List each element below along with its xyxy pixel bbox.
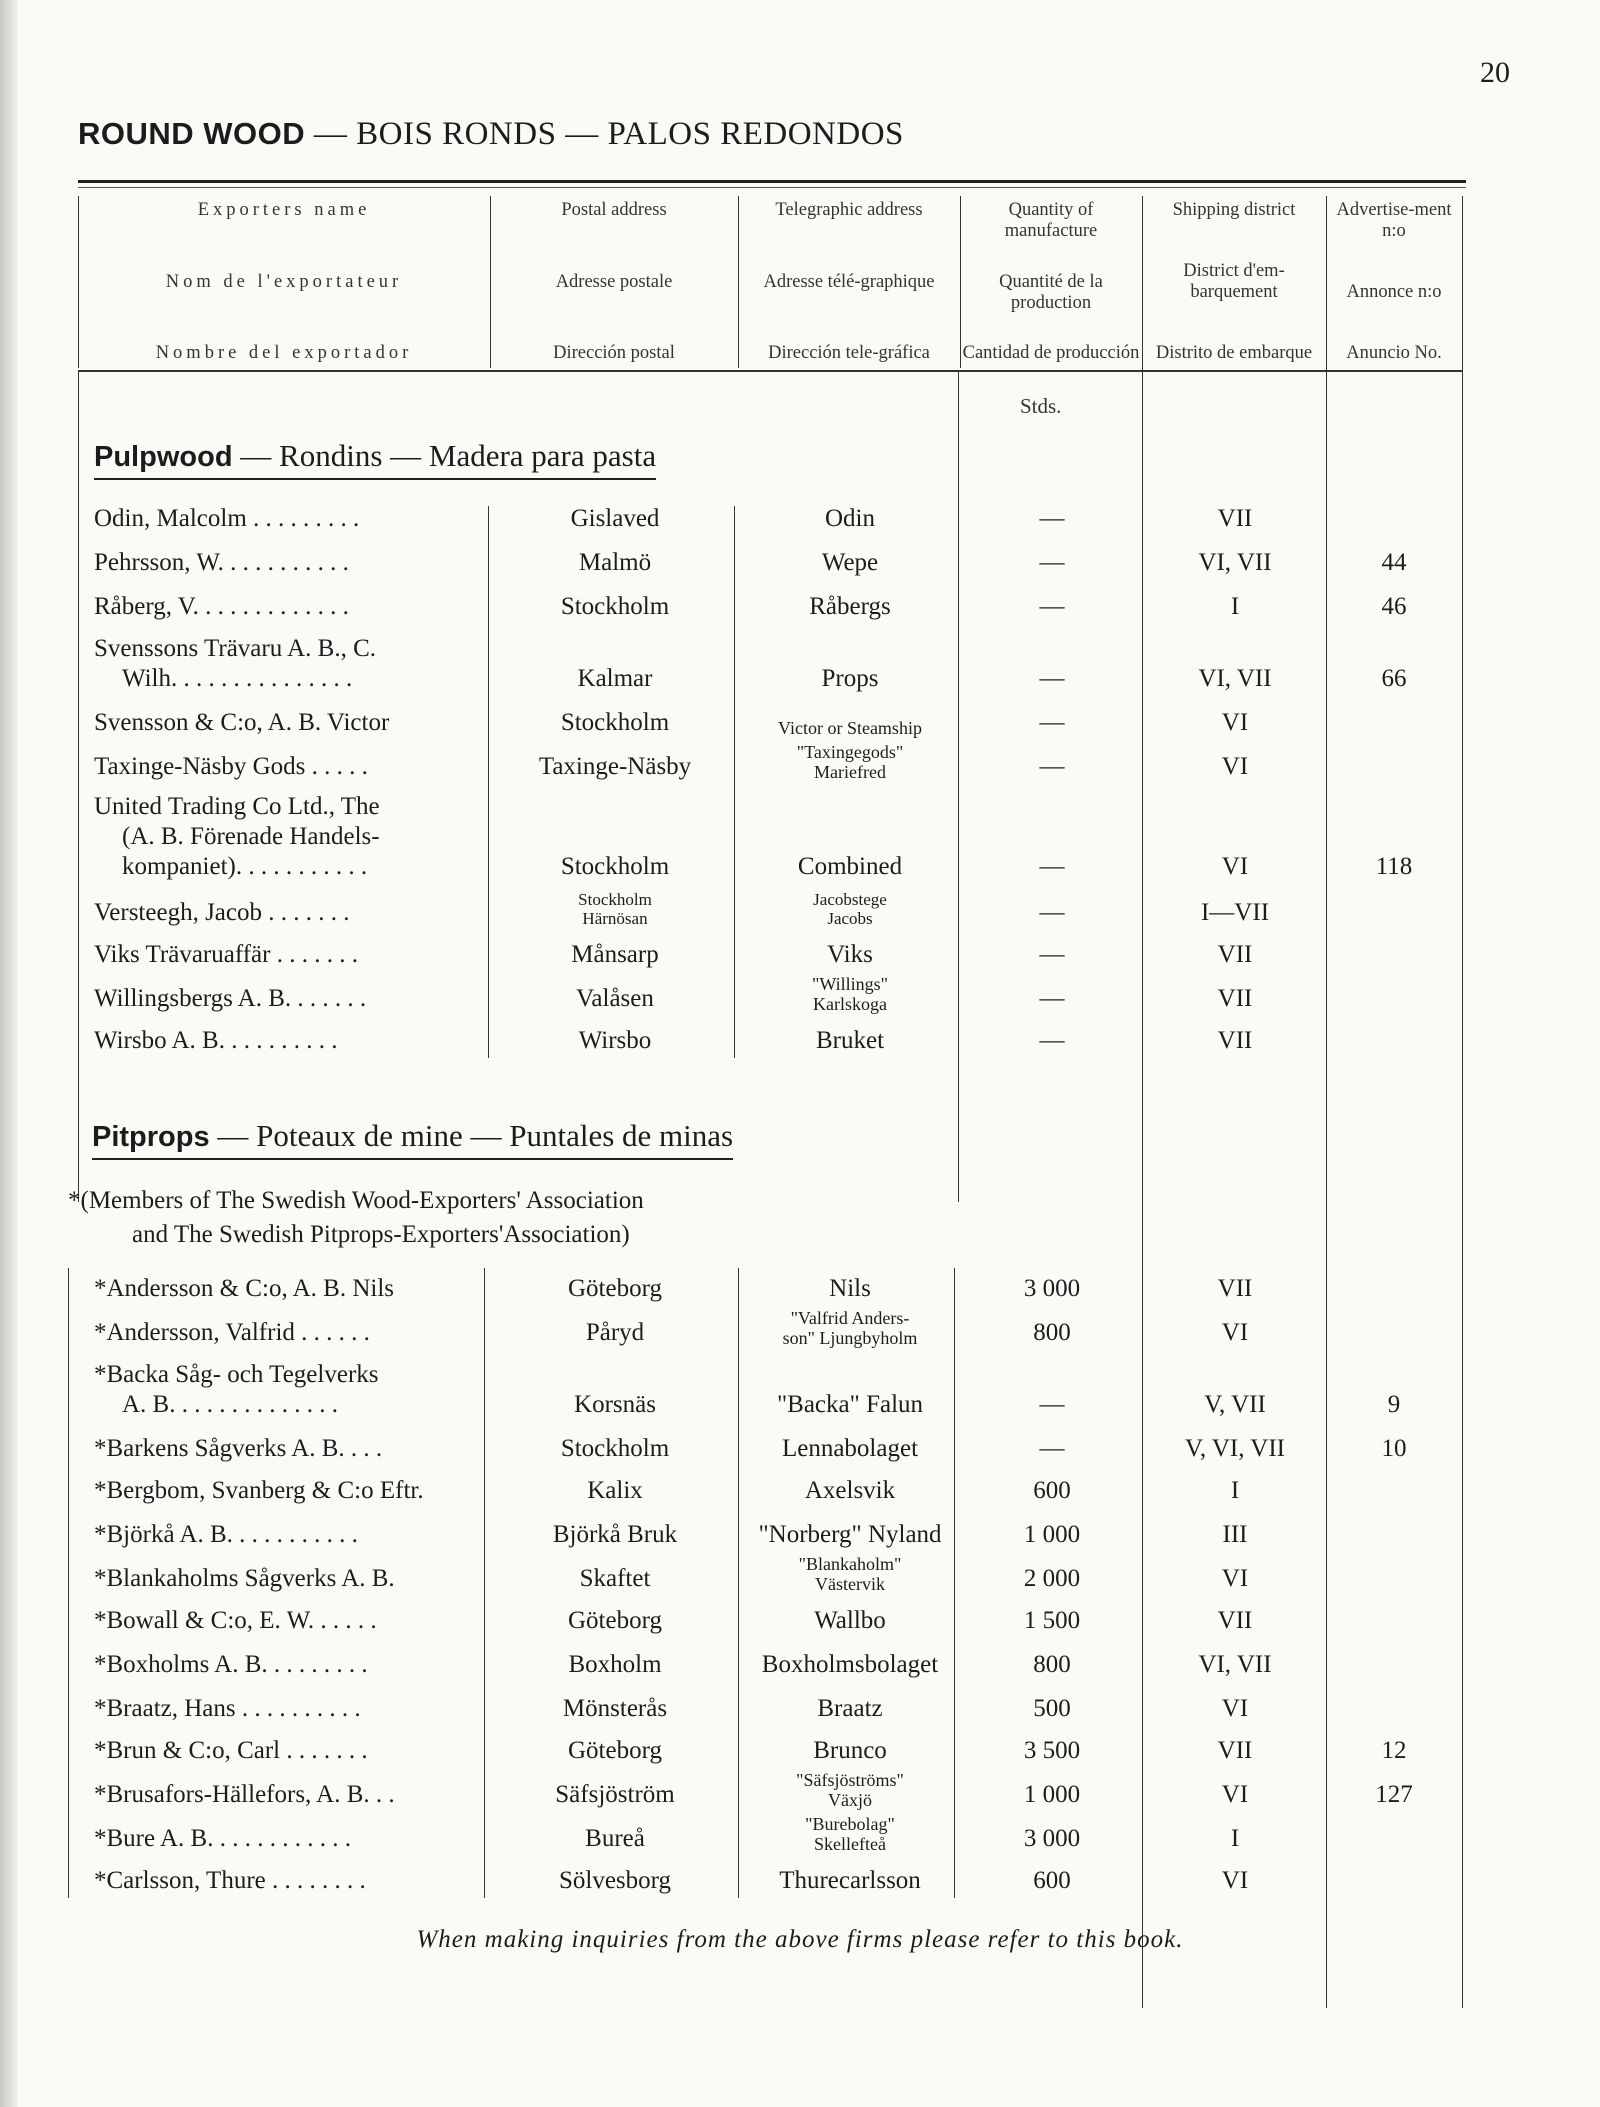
exporter-name-cell (94, 548, 486, 578)
postal-address-cell: Påryd (585, 1319, 645, 1346)
header-district-es: Distrito de embarque (1155, 343, 1313, 363)
header-exporter-fr: Nom de l'exportateur (165, 271, 403, 292)
quantity-cell: 500 (1033, 1695, 1071, 1722)
section-title-bold: Pulpwood (94, 441, 233, 473)
header-qty-en: Quantity of manufacture (1004, 200, 1098, 241)
shipping-district-cell: VI (1221, 853, 1249, 880)
exporter-name-line: Wirsbo A. B. . . . . . . . . . (94, 1027, 338, 1054)
header-exporter-name (80, 200, 488, 364)
header-qty-fr: Quantité de la production (999, 271, 1103, 313)
quantity-cell: 1 000 (1023, 1521, 1081, 1548)
table-row (0, 1768, 1600, 1812)
shipping-district-cell: VI, VII (1198, 549, 1272, 576)
postal-address-line: Härnösan (582, 909, 648, 928)
telegraphic-address-line: Västervik (815, 1574, 885, 1594)
telegraphic-address-line: "Willings" (812, 974, 888, 994)
exporter-name-cell (94, 898, 486, 928)
telegraphic-address-cell (740, 1770, 960, 1810)
header-adv-en: Advertise-ment n:o (1336, 200, 1452, 241)
telegraphic-address-line: "Säfsjöströms" (796, 1770, 904, 1790)
postal-address-cell: Korsnäs (574, 1391, 656, 1418)
telegraphic-address-cell (740, 1554, 960, 1594)
postal-address-cell: Månsarp (571, 941, 659, 968)
exporter-name-line: Pehrsson, W. . . . . . . . . . . (94, 549, 349, 576)
header-postal-address (492, 200, 736, 364)
header-tele-en: Telegraphic address (775, 200, 923, 220)
postal-address-cell: Björkå Bruk (552, 1521, 678, 1548)
header-qty-es: Cantidad de producción (962, 343, 1140, 363)
exporter-name-cell (94, 504, 486, 534)
postal-address-cell: Valåsen (576, 985, 654, 1012)
postal-address-cell: Sölvesborg (558, 1867, 672, 1894)
column-divider (738, 196, 739, 368)
postal-address-cell: Kalmar (577, 665, 653, 692)
exporter-name-line: *Andersson, Valfrid . . . . . . (94, 1319, 370, 1346)
telegraphic-address-cell: Props (821, 665, 879, 692)
table-row (0, 1266, 1600, 1306)
exporter-name-line: *Carlsson, Thure . . . . . . . . (94, 1867, 366, 1894)
header-tele-es: Dirección tele-gráfica (768, 343, 930, 363)
exporter-name-line: *Braatz, Hans . . . . . . . . . . (94, 1695, 361, 1722)
postal-address-cell: Göteborg (568, 1275, 662, 1302)
membership-note-line: and The Swedish Pitprops-Exporters'Association) (132, 1221, 630, 1248)
header-district-en: Shipping district (1172, 200, 1296, 220)
exporter-name-cell (94, 752, 486, 782)
telegraphic-address-cell: Combined (797, 853, 903, 880)
shipping-district-cell: VII (1217, 1027, 1253, 1054)
table-row (0, 1552, 1600, 1596)
header-postal-fr: Adresse postale (555, 271, 673, 292)
exporter-name-line: *Boxholms A. B. . . . . . . . . (94, 1651, 368, 1678)
exporter-name-cell (94, 1824, 486, 1854)
exporter-name-line: Odin, Malcolm . . . . . . . . . (94, 505, 360, 532)
telegraphic-address-cell: Råbergs (809, 593, 891, 620)
exporter-name-cell (94, 1026, 486, 1056)
quantity-cell: 1 000 (1023, 1781, 1081, 1808)
telegraphic-address-cell: Boxholmsbolaget (761, 1651, 939, 1678)
exporter-name-line: A. B. . . . . . . . . . . . . . (122, 1391, 338, 1418)
table-row (0, 584, 1600, 624)
telegraphic-address-cell (740, 742, 960, 782)
exporter-name-cell (94, 708, 486, 738)
shipping-district-cell: VI (1221, 1319, 1249, 1346)
title-rule-thin (78, 187, 1466, 188)
quantity-cell: 3 500 (1023, 1737, 1081, 1764)
table-row (0, 1858, 1600, 1898)
header-exporter-es: Nombre del exportador (155, 343, 413, 363)
exporter-name-cell (94, 792, 486, 882)
page-title-bold: ROUND WOOD (78, 116, 306, 151)
quantity-cell: — (1039, 593, 1065, 620)
shipping-district-cell: I (1230, 593, 1240, 620)
telegraphic-address-cell: Viks (827, 941, 873, 968)
telegraphic-address-line: "Burebolag" (805, 1814, 895, 1834)
exporter-name-line: *Blankaholms Sågverks A. B. (94, 1565, 395, 1592)
exporter-name-cell (94, 1736, 486, 1766)
shipping-district-cell: VII (1217, 1607, 1253, 1634)
quantity-cell: — (1039, 1391, 1065, 1418)
advertisement-number-cell: 12 (1381, 1737, 1407, 1764)
advertisement-number-cell: 118 (1375, 853, 1413, 880)
shipping-district-cell: III (1222, 1521, 1248, 1548)
table-row (0, 1728, 1600, 1768)
page-title (78, 116, 904, 153)
header-adv-fr: Annonce n:o (1346, 282, 1442, 302)
page-number: 20 (1480, 56, 1510, 89)
shipping-district-cell: VI (1221, 1565, 1249, 1592)
exporter-name-line: *Brusafors-Hällefors, A. B. . . (94, 1781, 395, 1808)
table-row (0, 972, 1600, 1016)
header-district-fr: District d'em-barquement (1183, 261, 1285, 302)
telegraphic-address-cell: Wepe (821, 549, 879, 576)
shipping-district-cell: I (1230, 1477, 1240, 1504)
exporter-name-line: *Björkå A. B. . . . . . . . . . . (94, 1521, 358, 1548)
shipping-district-cell: VI (1221, 1867, 1249, 1894)
exporter-name-cell (94, 1694, 486, 1724)
exporter-name-line: Willingsbergs A. B. . . . . . . (94, 985, 367, 1012)
quantity-cell: — (1039, 1027, 1065, 1054)
postal-address-cell: Boxholm (568, 1651, 662, 1678)
telegraphic-address-line: Jacobs (827, 909, 873, 928)
shipping-district-cell: VII (1217, 1275, 1253, 1302)
table-row (0, 624, 1600, 696)
exporter-name-cell (94, 1866, 486, 1896)
shipping-district-cell: VII (1217, 505, 1253, 532)
exporter-name-cell (94, 1360, 486, 1420)
exporter-name-line: Viks Trävaruaffär . . . . . . . (94, 941, 358, 968)
telegraphic-address-cell: Thurecarlsson (779, 1867, 921, 1894)
exporter-name-cell (94, 940, 486, 970)
telegraphic-address-line: Mariefred (814, 762, 886, 782)
quantity-cell: 1 500 (1023, 1607, 1081, 1634)
quantity-cell: — (1039, 899, 1065, 926)
telegraphic-address-line: "Valfrid Anders- (790, 1308, 910, 1328)
shipping-district-cell: VII (1217, 1737, 1253, 1764)
header-tele-fr: Adresse télé-graphique (763, 271, 935, 292)
quantity-cell: 600 (1033, 1477, 1071, 1504)
advertisement-number-cell: 9 (1387, 1391, 1401, 1418)
column-divider (960, 196, 961, 368)
table-row (0, 1350, 1600, 1422)
postal-address-cell: Kalix (587, 1477, 643, 1504)
exporter-name-line: *Bure A. B. . . . . . . . . . . . (94, 1825, 351, 1852)
header-bottom-rule (78, 370, 1462, 372)
header-adv-es: Anuncio No. (1346, 343, 1442, 363)
exporter-name-cell (94, 634, 486, 694)
exporter-name-line: *Bergbom, Svanberg & C:o Eftr. (94, 1477, 424, 1504)
table-row (0, 1018, 1600, 1058)
postal-address-cell: Stockholm (560, 593, 670, 620)
membership-note (68, 1184, 644, 1252)
shipping-district-cell: V, VII (1204, 1391, 1266, 1418)
postal-address-cell: Göteborg (568, 1607, 662, 1634)
exporter-name-line: Wilh. . . . . . . . . . . . . . . (122, 665, 353, 692)
table-row (0, 886, 1600, 930)
telegraphic-address-cell: Bruket (815, 1027, 885, 1054)
table-row (0, 1598, 1600, 1638)
header-postal-es: Dirección postal (553, 343, 675, 363)
table-row (0, 780, 1600, 884)
exporter-name-cell (94, 1780, 486, 1810)
telegraphic-address-cell: Wallbo (814, 1607, 886, 1634)
table-row (0, 932, 1600, 972)
telegraphic-address-cell: Lennabolaget (781, 1435, 919, 1462)
postal-address-cell: Bureå (585, 1825, 645, 1852)
advertisement-number-cell: 66 (1381, 665, 1407, 692)
exporter-name-line: *Andersson & C:o, A. B. Nils (94, 1275, 395, 1302)
quantity-cell: 3 000 (1023, 1275, 1081, 1302)
telegraphic-address-line: son" Ljungbyholm (782, 1328, 918, 1348)
exporter-name-cell (94, 984, 486, 1014)
table-row (0, 744, 1600, 784)
shipping-district-cell: VII (1217, 941, 1253, 968)
exporter-name-cell (94, 1318, 486, 1348)
quantity-cell: — (1039, 549, 1065, 576)
exporter-name-cell (94, 1606, 486, 1636)
header-advertisement (1328, 200, 1460, 364)
postal-address-cell: Wirsbo (578, 1027, 652, 1054)
telegraphic-address-line: Växjö (828, 1790, 872, 1810)
postal-address-cell: Stockholm (560, 709, 670, 736)
shipping-district-cell: VI (1221, 1695, 1249, 1722)
exporter-name-line: Taxinge-Näsby Gods . . . . . (94, 753, 368, 780)
section-title-rest: — Rondins — Madera para pasta (232, 438, 657, 473)
table-row (0, 1812, 1600, 1856)
postal-address-line: Stockholm (578, 890, 652, 909)
exporter-name-line: (A. B. Förenade Handels- (122, 823, 380, 850)
telegraphic-address-cell (740, 1308, 960, 1348)
postal-address-cell: Mönsterås (562, 1695, 668, 1722)
quantity-cell: — (1039, 753, 1065, 780)
column-divider (490, 196, 491, 368)
quantity-cell: 2 000 (1023, 1565, 1081, 1592)
exporter-name-cell (94, 1650, 486, 1680)
postal-address-cell: Säfsjöström (555, 1781, 675, 1808)
page-title-rest: — BOIS RONDS — PALOS REDONDOS (305, 116, 904, 152)
quantity-cell: — (1039, 941, 1065, 968)
shipping-district-cell: VII (1217, 985, 1253, 1012)
section-title-pulpwood (94, 438, 656, 480)
exporter-name-cell (94, 1564, 486, 1594)
exporter-name-cell (94, 592, 486, 622)
section-title-bold: Pitprops (92, 1121, 210, 1153)
section-title-rest: — Poteaux de mine — Puntales de minas (209, 1118, 734, 1153)
table-row (0, 1426, 1600, 1466)
quantity-cell: 3 000 (1023, 1825, 1081, 1852)
quantity-cell: — (1039, 1435, 1065, 1462)
telegraphic-address-cell: Victor or Steamship (778, 718, 922, 738)
shipping-district-cell: I—VII (1200, 899, 1270, 926)
telegraphic-address-line: "Blankaholm" (798, 1554, 902, 1574)
header-postal-en: Postal address (561, 200, 667, 220)
exporter-name-line: kompaniet). . . . . . . . . . . (122, 853, 368, 880)
quantity-cell: 600 (1033, 1867, 1071, 1894)
advertisement-number-cell: 10 (1381, 1435, 1407, 1462)
telegraphic-address-line: "Taxingegods" (796, 742, 904, 762)
postal-address-cell: Gislaved (570, 505, 660, 532)
header-quantity (962, 200, 1140, 364)
title-rule (78, 180, 1466, 183)
quantity-cell: — (1039, 505, 1065, 532)
exporter-name-cell (94, 1520, 486, 1550)
postal-address-cell: Taxinge-Näsby (538, 753, 692, 780)
header-telegraphic-address (740, 200, 958, 364)
shipping-district-cell: VI (1221, 709, 1249, 736)
shipping-district-cell: VI, VII (1198, 1651, 1272, 1678)
shipping-district-cell: I (1230, 1825, 1240, 1852)
table-row (0, 1686, 1600, 1726)
quantity-units: Stds. (1020, 394, 1062, 418)
telegraphic-address-line: Skellefteå (814, 1834, 886, 1854)
shipping-district-cell: VI (1221, 1781, 1249, 1808)
exporter-name-line: *Backa Såg- och Tegelverks (94, 1361, 379, 1388)
quantity-cell: — (1039, 709, 1065, 736)
telegraphic-address-line: Karlskoga (813, 994, 887, 1014)
postal-address-cell: Göteborg (568, 1737, 662, 1764)
shipping-district-cell: V, VI, VII (1184, 1435, 1285, 1462)
exporter-name-line: United Trading Co Ltd., The (94, 793, 380, 820)
table-row (0, 540, 1600, 580)
section-title-pitprops (92, 1118, 733, 1160)
postal-address-cell: Malmö (578, 549, 652, 576)
exporter-name-cell (94, 1274, 486, 1304)
exporter-name-line: Råberg, V. . . . . . . . . . . . . (94, 593, 349, 620)
table-row (0, 496, 1600, 536)
shipping-district-cell: VI (1221, 753, 1249, 780)
telegraphic-address-cell: Axelsvik (804, 1477, 896, 1504)
footer-note: When making inquiries from the above firms please refer to this book. (416, 1926, 1184, 1953)
telegraphic-address-cell: "Backa" Falun (776, 1391, 924, 1418)
table-row (0, 1642, 1600, 1682)
shipping-district-cell: VI, VII (1198, 665, 1272, 692)
telegraphic-address-cell (740, 974, 960, 1014)
membership-note-line: *(Members of The Swedish Wood-Exporters' Association (68, 1187, 644, 1214)
table-row (0, 700, 1600, 740)
telegraphic-address-cell: Odin (825, 505, 875, 532)
telegraphic-address-cell (740, 1814, 960, 1854)
table-row (0, 1468, 1600, 1508)
telegraphic-address-cell: Braatz (817, 1695, 883, 1722)
exporter-name-line: *Barkens Sågverks A. B. . . . (94, 1435, 383, 1462)
quantity-cell: 800 (1033, 1651, 1071, 1678)
telegraphic-address-cell: Nils (829, 1275, 871, 1302)
postal-address-cell: Skaftet (579, 1565, 651, 1592)
telegraphic-address-line: Jacobstege (813, 890, 887, 909)
quantity-cell: 800 (1033, 1319, 1071, 1346)
header-exporter-en: Exporters name (197, 200, 371, 220)
advertisement-number-cell: 127 (1375, 1781, 1413, 1808)
postal-address-cell: Stockholm (560, 853, 670, 880)
postal-address-cell (490, 890, 740, 928)
exporter-name-line: Svenssons Trävaru A. B., C. (94, 635, 376, 662)
quantity-cell: — (1039, 985, 1065, 1012)
telegraphic-address-cell (740, 890, 960, 928)
exporter-name-cell (94, 1476, 486, 1506)
table-row (0, 1512, 1600, 1552)
exporter-name-line: *Bowall & C:o, E. W. . . . . . (94, 1607, 377, 1634)
exporter-name-line: *Brun & C:o, Carl . . . . . . . (94, 1737, 368, 1764)
telegraphic-address-cell: "Norberg" Nyland (758, 1521, 942, 1548)
advertisement-number-cell: 44 (1381, 549, 1407, 576)
telegraphic-address-cell: Brunco (813, 1737, 887, 1764)
exporter-name-line: Svensson & C:o, A. B. Victor (94, 709, 390, 736)
postal-address-cell: Stockholm (560, 1435, 670, 1462)
exporter-name-cell (94, 1434, 486, 1464)
exporter-name-line: Versteegh, Jacob . . . . . . . (94, 899, 350, 926)
quantity-cell: — (1039, 853, 1065, 880)
header-shipping-district (1144, 200, 1324, 364)
table-row (0, 1306, 1600, 1350)
quantity-cell: — (1039, 665, 1065, 692)
advertisement-number-cell: 46 (1381, 593, 1407, 620)
column-divider (78, 196, 79, 368)
